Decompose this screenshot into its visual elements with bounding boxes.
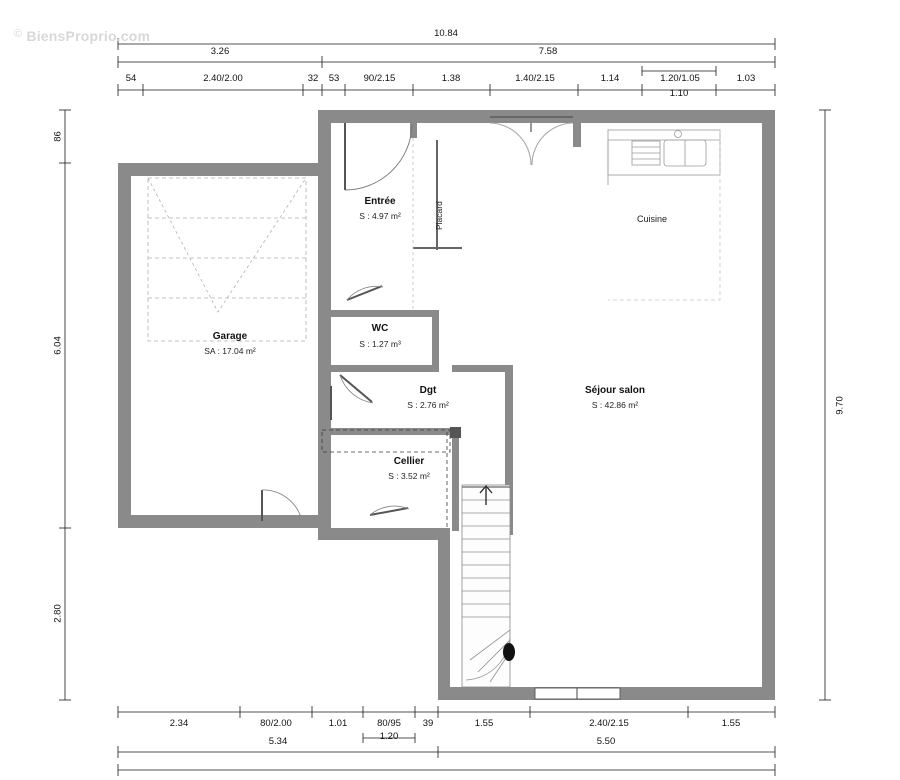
room-area-dgt: S : 2.76 m² [407,400,449,410]
dim-bottom-240-215: 2.40/2.15 [589,718,629,729]
dimension-lines-bottom [118,706,775,776]
room-name-entree: Entrée [364,196,396,207]
dim-top-240-200: 2.40/2.00 [203,73,243,84]
room-area-wc: S : 1.27 m³ [359,339,401,349]
watermark [14,28,150,44]
dim-top-total: 10.84 [434,28,458,39]
dimension-lines-right [819,110,831,700]
dim-bottom-550: 5.50 [596,736,616,747]
watermark-copyright: © [14,28,23,40]
dim-top-114: 1.14 [600,73,620,84]
staircase [462,485,515,687]
dim-right-970: 9.70 [834,396,846,415]
label-placard: Placard [434,201,444,230]
dim-left-604: 6.04 [52,336,64,355]
room-name-garage: Garage [212,331,248,342]
dim-bottom-155b: 1.55 [721,718,741,729]
dim-top-138: 1.38 [441,73,461,84]
dim-bottom-39: 39 [422,718,434,729]
room-area-entree: S : 4.97 m² [359,211,401,221]
dim-bottom-234: 2.34 [169,718,189,729]
dim-left-280: 2.80 [52,604,64,623]
dim-top-7-58: 7.58 [538,46,558,57]
dim-bottom-80-95: 80/95 [377,718,401,729]
wall-node [450,427,461,438]
room-name-cuisine: Cuisine [637,214,668,224]
dim-bottom-155a: 1.55 [474,718,494,729]
dim-bottom-101: 1.01 [328,718,348,729]
room-name-sejour-salon: Séjour salon [584,385,645,396]
dim-top-3-26: 3.26 [210,46,230,57]
dim-top-54: 54 [125,73,137,84]
dim-bottom-80-200: 80/2.00 [260,718,292,729]
dim-top-110: 1.10 [669,88,689,99]
dim-top-32: 32 [307,73,319,84]
dim-top-140-215: 1.40/2.15 [515,73,555,84]
dim-bottom-534: 5.34 [268,736,288,747]
watermark-text: BiensProprio.com [26,28,151,44]
dim-top-103: 1.03 [736,73,756,84]
room-name-dgt: Dgt [419,385,437,396]
dim-top-53: 53 [328,73,340,84]
room-area-cellier: S : 3.52 m² [388,471,430,481]
room-area-garage: SA : 17.04 m² [204,346,256,356]
dim-left-86: 86 [52,131,64,142]
room-name-wc: WC [371,323,389,334]
room-area-sejour-salon: S : 42.86 m² [591,400,639,410]
dim-bottom-120: 1.20 [379,731,399,742]
room-name-cellier: Cellier [393,456,425,467]
dim-top-90-215: 90/2.15 [363,73,396,84]
dim-top-120-105: 1.20/1.05 [660,73,700,84]
